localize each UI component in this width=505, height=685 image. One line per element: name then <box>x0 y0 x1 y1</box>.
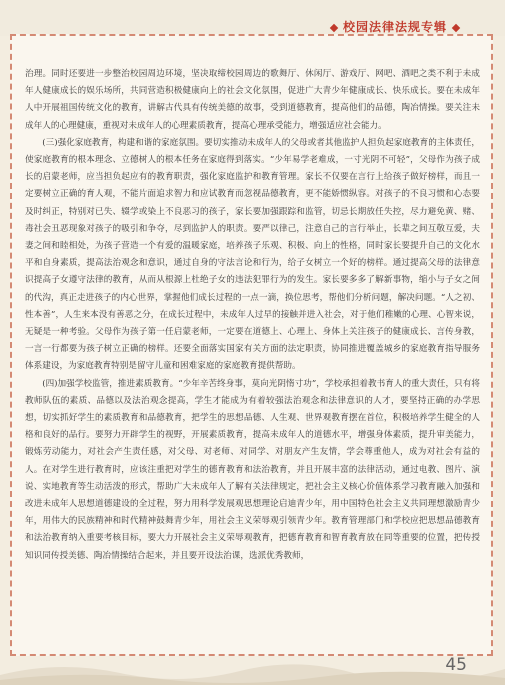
header-title-group <box>325 18 465 35</box>
article-body <box>25 66 480 565</box>
page-number: 45 <box>445 655 467 675</box>
header-title: 校园法律法规专辑 <box>342 20 447 34</box>
paragraph-2: (三)强化家庭教育，构建和谐的家庭氛围。要切实推动未成年人的父母或者其他监护人担负起家庭教育的主体责任，使家庭教育的根本理念、立德树人的根本任务在家庭得到落实。“少年易学老难成，一寸光阴不可轻”，父母作为孩子成长的启蒙老师，应当担负起应有的教育职责，强化家庭监护和教育管理。家长不仅要在言行上给孩子做好榜样，而且一定要树立正确的育人观，不能片面追求智力和应试教育而忽视品德教育，更不能娇惯纵容。对孩子的不良习惯和心态要及时纠正，特别对已失、辍学或染上不良恶习的孩子，家长要加强跟踪和监管，切忌长期放任失控，尽力避免黄、赌、毒社会丑恶现象对孩子的吸引和争夺，尽到监护人的职责。要严以律己，注意自己的言行举止，长辈之间互敬互爱，夫妻之间和睦相处，为孩子营造一个有爱的温暖家庭，培养孩子乐观、积极、向上的性格，同时家长要提升自己的文化水平和自身素质，提高法治观念和意识，通过自身的守法言论和行为，给子女树立一个好的榜样。通过提高父母的法律意识提高子女遵守法律的教育，从而从根源上杜绝子女的违法犯罪行为的发生。家长要多多了解新事物，缩小与子女之间的代沟，真正走进孩子的内心世界，掌握他们成长过程的一点一滴，换位思考，帮他们分析问题，解决问题。“人之初、性本善”，人生来本没有善恶之分，在成长过程中，未成年人过早的接触并进入社会，对于他们稚嫩的心理、心智来说，无疑是一种考验。父母作为孩子第一任启蒙老师，一定要在道德上、心理上、身体上关注孩子的健康成长、言传身教，一言一行都要为孩子树立正确的榜样。还要全面落实国家有关方面的法定职责，协同推进覆盖城乡的家庭教育指导服务体系建设，为家庭教育特别是留守儿童和困难家庭的家庭教育提供帮助。 <box>25 137 480 372</box>
diamond-left-icon <box>330 23 338 31</box>
page-header <box>0 0 505 36</box>
bottom-wave-decoration <box>0 645 505 685</box>
paragraph-3: (四)加强学校监管，推进素质教育。“少年辛苦终身事，莫向光阴惰寸功”，学校承担着教书育人的重大责任，只有将教师队伍的素质、品德以及法治观念提高，学生才能成为有着较强法治观念和法律意识的人才，要坚持正确的办学思想，切实抓好学生的素质教育和品德教育，把学生的思想品德、人生观、世界观教育摆在首位，积极培养学生健全的人格和良好的品行。要努力开辟学生的视野，开展素质教育，提高未成年人的道德水平，增强身体素质，提升审美能力，锻炼劳动能力，对社会产生责任感，对父母、对老师、对同学、对朋友产生友情，学会尊重他人，成为对社会有益的人。在对学生进行教育时，应该注重把对学生的德育教育和法治教育，并且开展丰富的法律活动，通过电教、图片、演说、实地教育等生动活泼的形式，帮助广大未成年人了解有关法律规定，把社会主义核心价值体系学习教育融入加强和改进未成年人思想道德建设的全过程，努力用科学发展观思想理论启迪青少年，用中国特色社会主义共同理想激励青少年，用伟大的民族精神和时代精神鼓舞青少年，用社会主义荣辱观引领青少年。教育管理部门和学校应把思想品德教育和法治教育纳入重要考核目标，要大力开展社会主义荣辱观教育，把德育教育和智育教育放在同等重要的位置，把传授知识同传授美德、陶冶情操结合起来，并且要开设法治课，选派优秀教师， <box>25 378 480 561</box>
diamond-right-icon <box>452 23 460 31</box>
paragraph-1: 治理。同时还要进一步整治校园周边环境，坚决取缔校园周边的歌舞厅、休闲厅、游戏厅、网吧、酒吧之类不利于未成年人健康成长的娱乐场所，共同营造积极健康向上的社会文化氛围，促进广大青少年健康成长、快乐成长。要在未成年人中开展祖国传统文化的教育，讲解古代具有传统美德的故事，受到道德教育，提高他们的品德，陶冶情操。要关注未成年人的心理健康，重视对未成年人的心理素质教育，提高心理承受能力，增强适应社会能力。 <box>25 69 480 131</box>
